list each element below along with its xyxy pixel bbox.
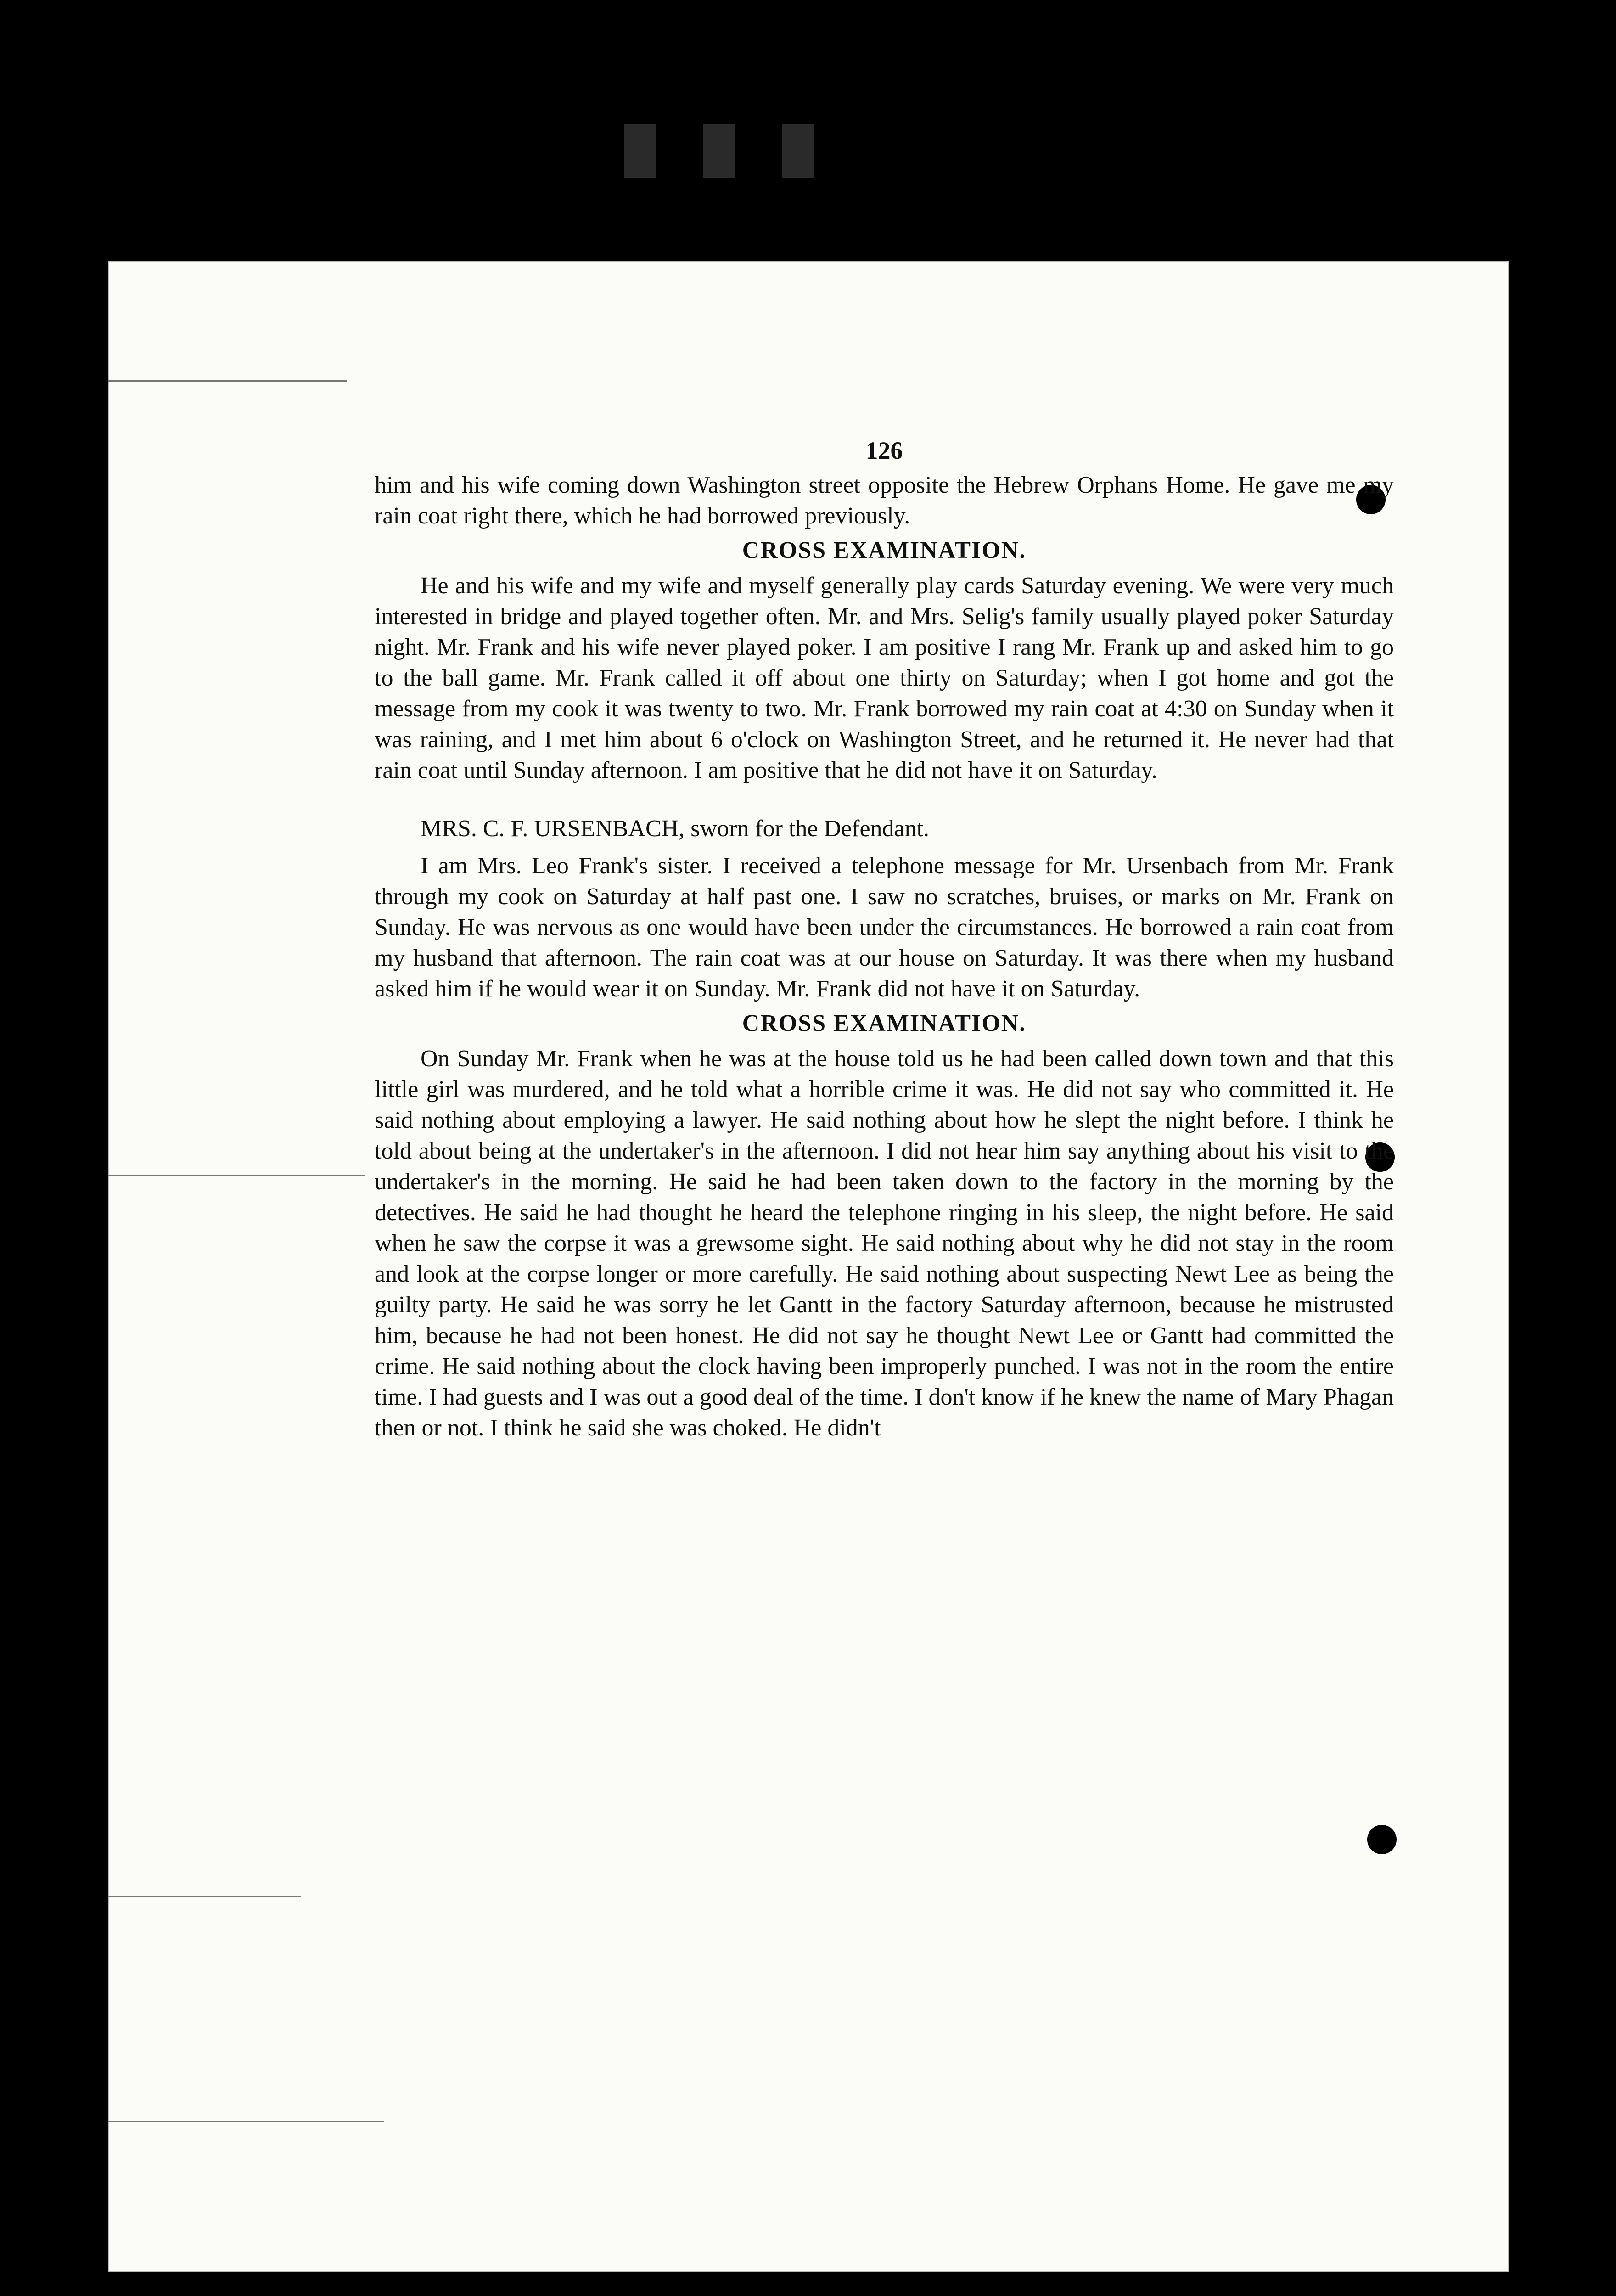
punch-hole-mark [1367,1825,1397,1854]
paragraph-continued: him and his wife coming down Washington street opposite the Hebrew Orphans Home. He gave me my rain coat right there, which he had borrowed previously. [375,472,1394,529]
scan-artifact-line [108,1175,365,1176]
paragraph: On Sunday Mr. Frank when he was at the house told us he had been called down town and that this little girl was murdered, and he told what a horrible crime it was. He did not say who committed it. He said nothing about employing a lawyer. He said nothing about how he slept the night before. I think he told about being at the undertaker's in the afternoon. I did not hear him say anything about his visit to the undertaker's in the morning. He said he had been taken down to the factory in the morning by the detectives. He said he had thought he heard the telephone ringing in his sleep, the night before. He said when he saw the corpse it was a grewsome sight. He said nothing about why he did not stay in the room and look at the corpse longer or more carefully. He said nothing about suspecting Newt Lee as being the guilty party. He said he was sorry he let Gantt in the factory Saturday afternoon, because he mistrusted him, because he had not been honest. He did not say he thought Newt Lee or Gantt had committed the crime. He said nothing about the clock having been improperly punched. I was not in the room the entire time. I had guests and I was out a good deal of the time. I don't know if he knew the name of Mary Phagan then or not. I think he said she was choked. He didn't [375,1046,1394,1441]
film-header-ghost: █ █ █ [624,125,832,174]
scan-artifact-line [108,380,347,382]
scan-artifact-line [108,2121,384,2122]
cross-examination-heading: CROSS EXAMINATION. [742,1010,1027,1036]
cross-examination-heading: CROSS EXAMINATION. [742,537,1027,563]
paragraph: He and his wife and my wife and myself generally play cards Saturday evening. We were very much interested in bridge and played together often. Mr. and Mrs. Selig's family usually played poker Saturday night. Mr. Frank and his wife never played poker. I am positive I rang Mr. Frank up and asked him to go to the ball game. Mr. Frank called it off about one thirty on Saturday; when I got home and got the message from my cook it was twenty to two. Mr. Frank borrowed my rain coat at 4:30 on Sunday when it was raining, and I met him about 6 o'clock on Washington Street, and he returned it. He never had that rain coat until Sunday afternoon. I am positive that he did not have it on Saturday. [375,573,1394,783]
witness-sworn-line: MRS. C. F. URSENBACH, sworn for the Defendant. [421,816,930,842]
transcript-body [375,435,1394,1443]
document-page [108,261,1509,2272]
scan-artifact-line [108,1896,301,1897]
page-number: 126 [865,437,903,464]
paragraph: I am Mrs. Leo Frank's sister. I received a telephone message for Mr. Ursenbach from Mr. Frank through my cook on Saturday at half past one. I saw no scratches, bruises, or marks on Mr. Frank on Sunday. He was nervous as one would have been under the circumstances. He borrowed a rain coat from my husband that afternoon. The rain coat was at our house on Saturday. It was there when my husband asked him if he would wear it on Sunday. Mr. Frank did not have it on Saturday. [375,853,1394,1002]
